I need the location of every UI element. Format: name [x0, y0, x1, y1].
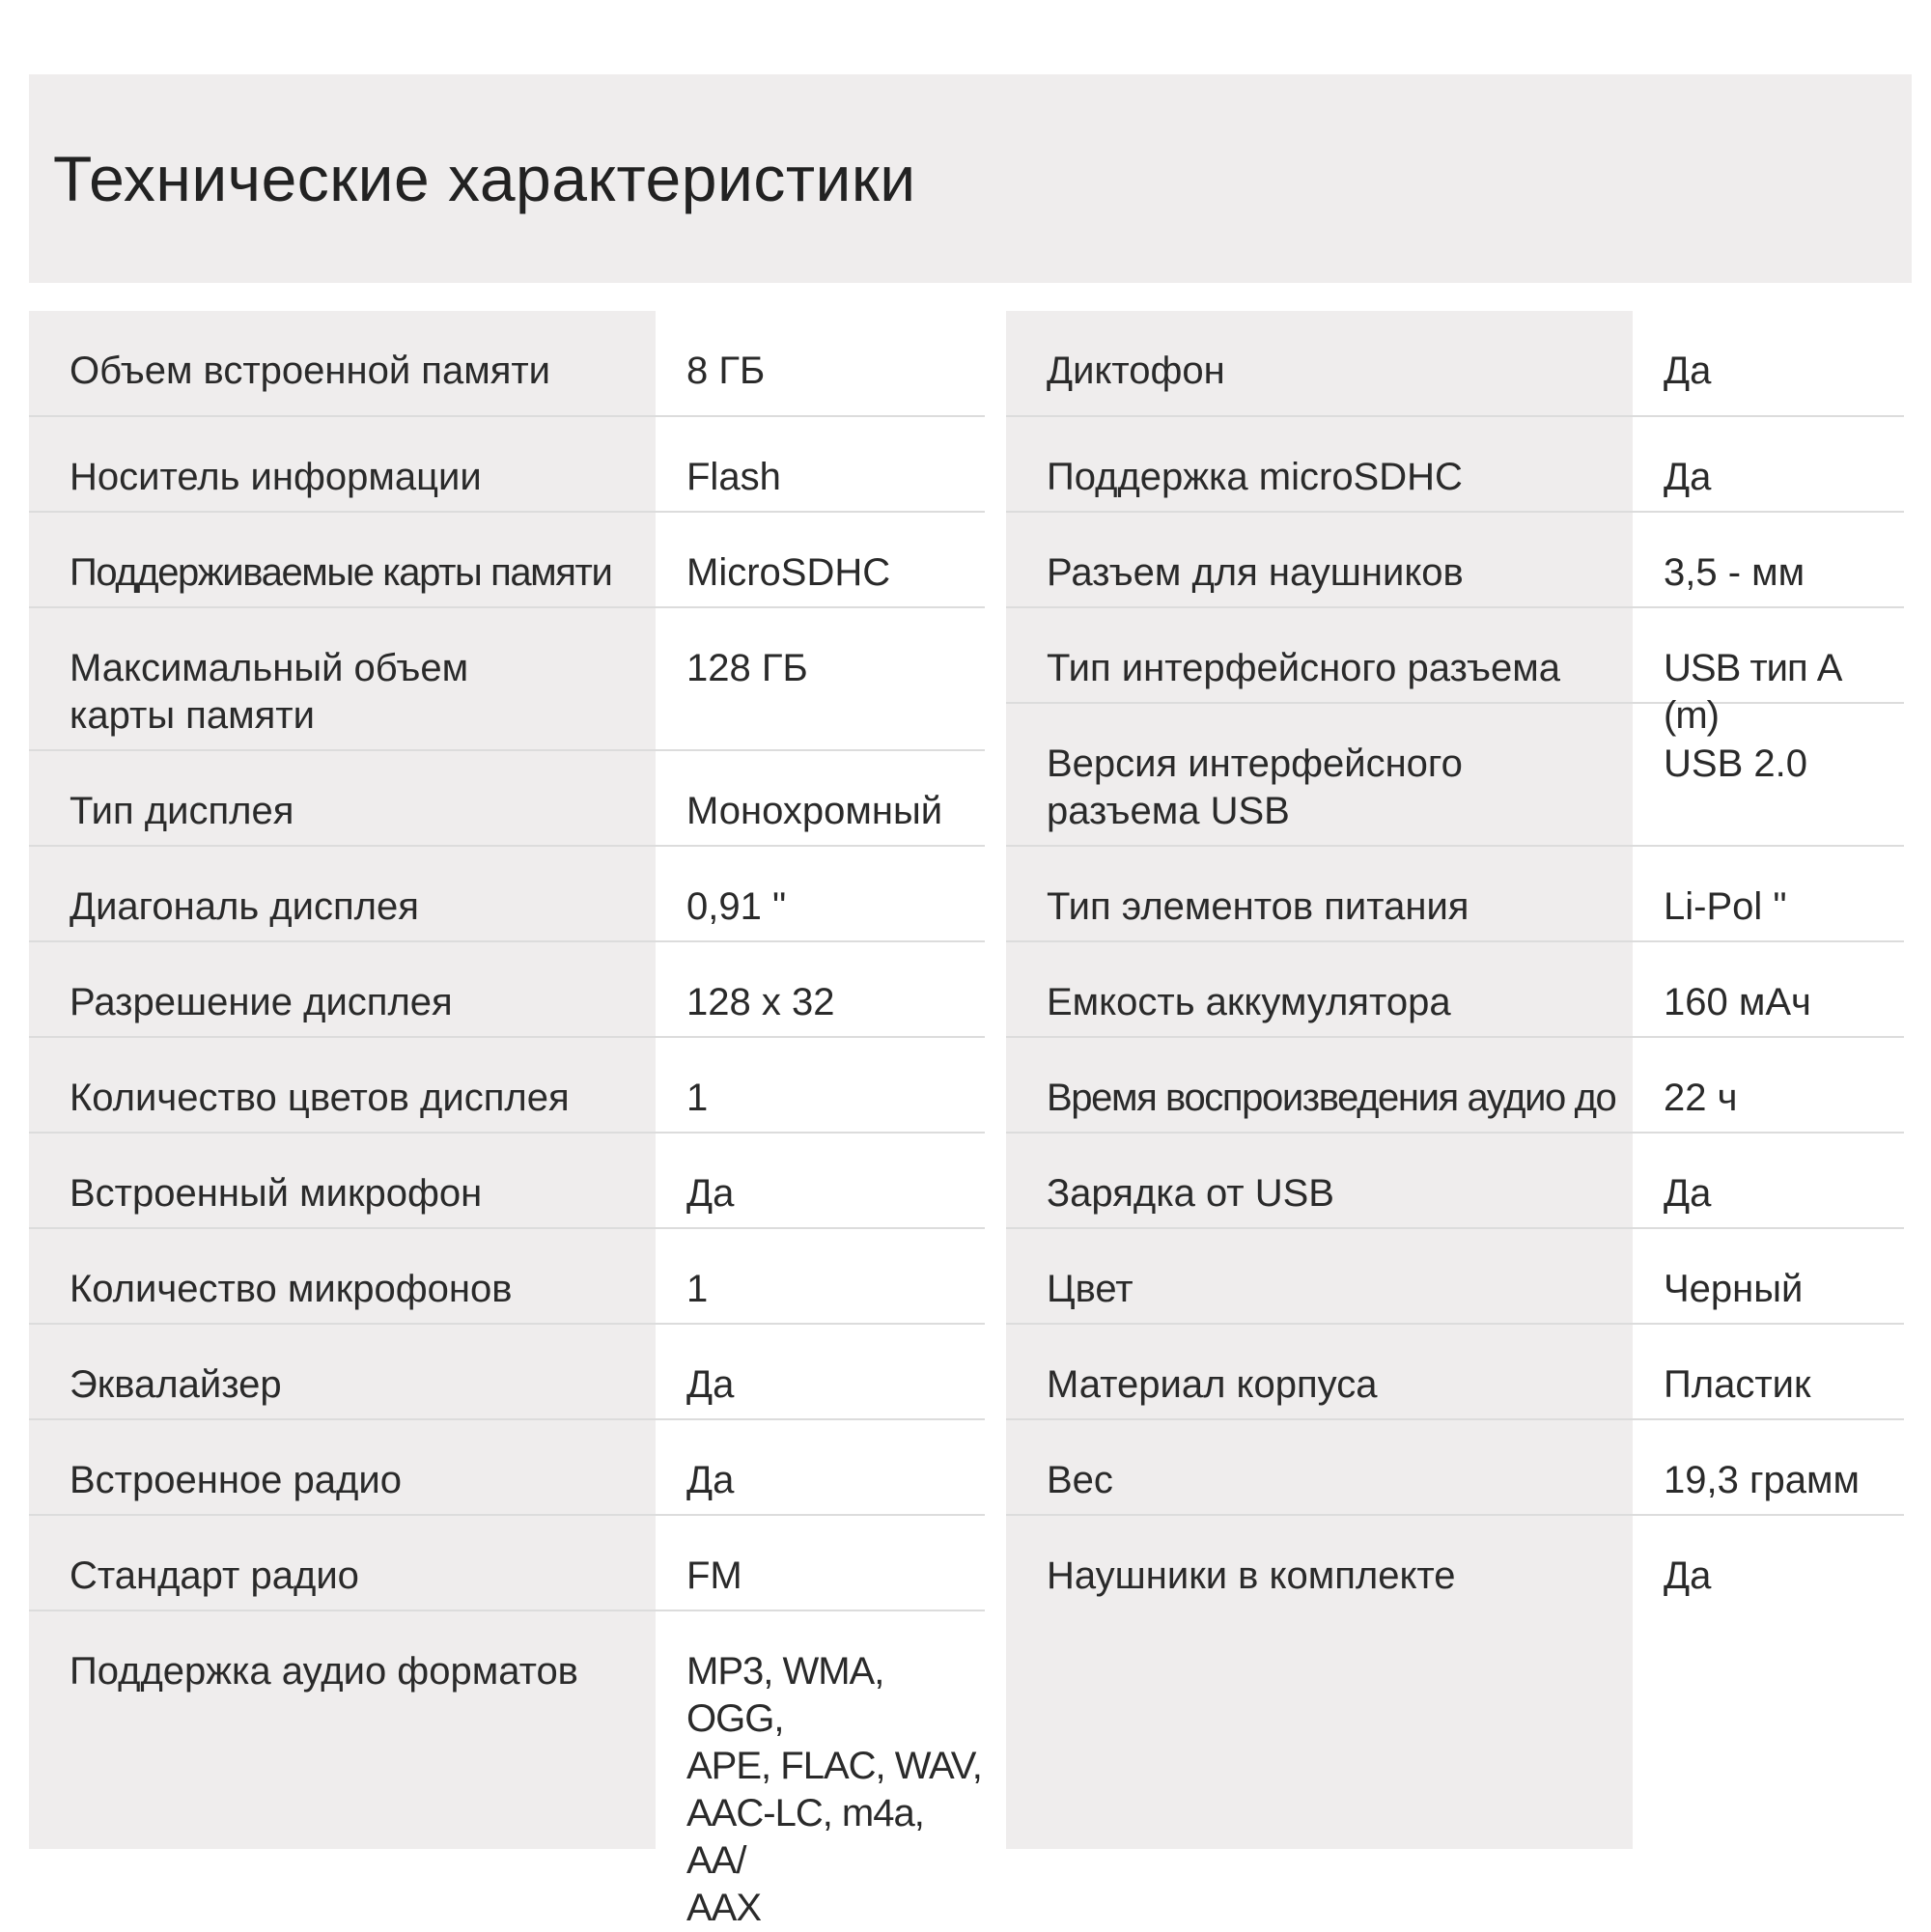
spec-row	[29, 513, 985, 608]
spec-value: 0,91 "	[686, 885, 787, 928]
spec-row	[29, 1516, 985, 1611]
spec-value: Да	[1664, 456, 1712, 498]
spec-row	[1006, 847, 1904, 942]
spec-value: Монохромный	[686, 790, 943, 832]
spec-label: Поддержка аудио форматов	[70, 1650, 578, 1693]
spec-value: 8 ГБ	[686, 350, 766, 392]
spec-label: Цвет	[1047, 1268, 1133, 1310]
spec-row	[1006, 608, 1904, 737]
spec-label: Диагональ дисплея	[70, 885, 419, 928]
spec-label: Вес	[1047, 1459, 1113, 1501]
spec-row	[1006, 417, 1904, 513]
spec-row	[29, 1229, 985, 1325]
spec-row	[29, 751, 985, 847]
spec-row	[29, 311, 985, 417]
spec-value: 160 мАч	[1664, 981, 1811, 1023]
spec-label: Объем встроенной памяти	[70, 350, 551, 392]
spec-label: Максимальный объем карты памяти	[70, 647, 469, 737]
spec-value: 19,3 грамм	[1664, 1459, 1861, 1501]
spec-row	[1006, 1229, 1904, 1325]
spec-row	[29, 1611, 985, 1929]
spec-label: Встроенное радио	[70, 1459, 402, 1501]
spec-row	[1006, 942, 1904, 1038]
spec-value: USB тип A (m)	[1664, 647, 1840, 737]
spec-label: Количество микрофонов	[70, 1268, 513, 1310]
spec-value: MP3, WMA, OGG, APE, FLAC, WAV, AAC-LC, m4a, AA/ AAX	[686, 1650, 982, 1929]
spec-label: Время воспроизведения аудио до	[1047, 1077, 1616, 1119]
spec-label: Разъем для наушников	[1047, 551, 1464, 594]
spec-label: Носитель информации	[70, 456, 482, 498]
spec-value: Пластик	[1664, 1363, 1811, 1406]
spec-row	[1006, 1325, 1904, 1420]
spec-value: Да	[1664, 1554, 1712, 1597]
spec-row	[29, 1420, 985, 1516]
spec-value: 1	[686, 1268, 709, 1310]
header-banner	[29, 74, 1912, 283]
spec-value: Да	[686, 1459, 735, 1501]
spec-row	[1006, 704, 1904, 847]
spec-row	[29, 1325, 985, 1420]
spec-label: Количество цветов дисплея	[70, 1077, 570, 1119]
spec-value: 22 ч	[1664, 1077, 1738, 1119]
spec-value: FM	[686, 1554, 742, 1597]
spec-row	[1006, 311, 1904, 417]
spec-row	[29, 417, 985, 513]
spec-row	[1006, 1420, 1904, 1516]
spec-label: Наушники в комплекте	[1047, 1554, 1456, 1597]
spec-value: Li-Pol "	[1664, 885, 1787, 928]
spec-label: Зарядка от USB	[1047, 1172, 1334, 1215]
spec-value: Да	[1664, 1172, 1712, 1215]
spec-label: Разрешение дисплея	[70, 981, 453, 1023]
spec-value: 3,5 - мм	[1664, 551, 1805, 594]
spec-value: USB 2.0	[1664, 742, 1807, 785]
spec-row	[1006, 1134, 1904, 1229]
spec-row	[29, 1038, 985, 1134]
spec-label: Материал корпуса	[1047, 1363, 1378, 1406]
spec-row	[1006, 1516, 1904, 1611]
page-title: Технические характеристики	[53, 143, 916, 214]
spec-label: Емкость аккумулятора	[1047, 981, 1451, 1023]
spec-row	[29, 942, 985, 1038]
spec-value: Да	[686, 1172, 735, 1215]
spec-row	[1006, 513, 1904, 608]
spec-value: 128 x 32	[686, 981, 835, 1023]
spec-row	[29, 608, 985, 751]
spec-label: Версия интерфейсного разъема USB	[1047, 742, 1463, 832]
spec-value: 128 ГБ	[686, 647, 808, 689]
spec-label: Тип интерфейсного разъема	[1047, 647, 1560, 689]
spec-label: Стандарт радио	[70, 1554, 359, 1597]
spec-label: Тип элементов питания	[1047, 885, 1469, 928]
spec-row	[29, 1134, 985, 1229]
spec-label: Встроенный микрофон	[70, 1172, 483, 1215]
spec-label: Диктофон	[1047, 350, 1225, 392]
spec-label: Тип дисплея	[70, 790, 294, 832]
spec-row	[1006, 1038, 1904, 1134]
spec-value: Flash	[686, 456, 781, 498]
spec-label: Эквалайзер	[70, 1363, 282, 1406]
spec-value: MicroSDHC	[686, 551, 891, 594]
spec-value: 1	[686, 1077, 709, 1119]
spec-value: Да	[1664, 350, 1712, 392]
specs-table-right	[1006, 311, 1904, 1849]
spec-value: Да	[686, 1363, 735, 1406]
spec-label: Поддержка microSDHC	[1047, 456, 1463, 498]
spec-value: Черный	[1664, 1268, 1804, 1310]
specs-table-left	[29, 311, 985, 1929]
spec-row	[29, 847, 985, 942]
spec-label: Поддерживаемые карты памяти	[70, 551, 612, 594]
